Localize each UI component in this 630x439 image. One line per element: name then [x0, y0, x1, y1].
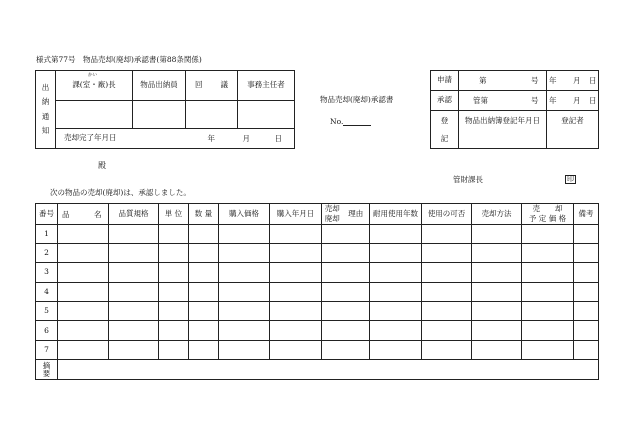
- cell-usable[interactable]: [422, 340, 472, 359]
- cell-life[interactable]: [370, 340, 422, 359]
- notify-table: [35, 70, 295, 149]
- cell-price[interactable]: [219, 340, 270, 359]
- circulation-header-b: 議: [212, 71, 238, 101]
- honorific: 殿: [98, 161, 106, 170]
- cell-life[interactable]: [370, 282, 422, 301]
- approval-label: 承認: [431, 91, 459, 111]
- cell-unit[interactable]: [159, 282, 189, 301]
- col-remarks: 備考: [574, 204, 599, 225]
- col-method: 売却方法: [472, 204, 522, 225]
- cell-name[interactable]: [58, 263, 109, 282]
- clerk-stamp[interactable]: [238, 101, 295, 129]
- cell-date[interactable]: [270, 321, 322, 340]
- completion-date-label: 売却完了年月日: [56, 129, 133, 149]
- col-spec: 品質規格: [109, 204, 159, 225]
- cell-name[interactable]: [58, 224, 109, 243]
- ledger-registration-date[interactable]: 物品出納簿登記年月日: [459, 111, 547, 149]
- cell-method[interactable]: [472, 243, 522, 262]
- cell-spec[interactable]: [109, 243, 159, 262]
- cell-qty[interactable]: [189, 321, 219, 340]
- col-qty: 数 量: [189, 204, 219, 225]
- cell-name[interactable]: [58, 302, 109, 321]
- cell-price[interactable]: [219, 263, 270, 282]
- cell-price[interactable]: [219, 282, 270, 301]
- table-row: [36, 302, 599, 321]
- cell-unit[interactable]: [159, 302, 189, 321]
- cell-unit[interactable]: [159, 321, 189, 340]
- registration-label: 登 記: [431, 111, 459, 149]
- cell-sale-price[interactable]: [522, 321, 574, 340]
- cell-date[interactable]: [270, 263, 322, 282]
- furigana: かい: [88, 73, 97, 78]
- cell-reason[interactable]: [343, 282, 370, 301]
- col-unit: 単 位: [159, 204, 189, 225]
- notify-side-label: 出 納 通 知: [36, 71, 56, 149]
- application-date[interactable]: 年 月 日: [547, 71, 599, 91]
- chief-title: 管財課長: [453, 175, 483, 184]
- row-number: 7: [36, 340, 58, 359]
- seal-mark: 印: [567, 175, 574, 183]
- cell-qty[interactable]: [189, 282, 219, 301]
- cell-reason[interactable]: [343, 243, 370, 262]
- approval-statement: 次の物品の売却(廃却)は、承認しました。: [50, 188, 191, 197]
- col-date: 購入年月日: [270, 204, 322, 225]
- cell-usable[interactable]: [422, 282, 472, 301]
- cell-price[interactable]: [219, 243, 270, 262]
- cell-usable[interactable]: [422, 302, 472, 321]
- cell-qty[interactable]: [189, 302, 219, 321]
- cell-remarks[interactable]: [574, 224, 599, 243]
- cell-date[interactable]: [270, 243, 322, 262]
- summary-label: 摘 要: [36, 360, 58, 380]
- cell-price[interactable]: [219, 224, 270, 243]
- registrar[interactable]: 登記者: [547, 111, 599, 149]
- items-table: [35, 203, 599, 380]
- goods-officer-stamp[interactable]: [133, 101, 186, 129]
- col-name: 品 名: [58, 204, 109, 225]
- cell-spec[interactable]: [109, 224, 159, 243]
- cell-reason[interactable]: [343, 224, 370, 243]
- cell-qty[interactable]: [189, 243, 219, 262]
- cell-spec[interactable]: [109, 302, 159, 321]
- application-number[interactable]: 第 号: [459, 71, 547, 91]
- goods-officer-header: 物品出納員: [133, 71, 186, 101]
- approval-number[interactable]: 管第 号: [459, 91, 547, 111]
- cell-life[interactable]: [370, 302, 422, 321]
- cell-sale-price[interactable]: [522, 282, 574, 301]
- col-sale-price: 売 却 予 定 価 格: [522, 204, 574, 225]
- cell-remarks[interactable]: [574, 302, 599, 321]
- cell-reason[interactable]: [343, 321, 370, 340]
- cell-date[interactable]: [270, 224, 322, 243]
- cell-reason-type[interactable]: [322, 302, 343, 321]
- table-row: [36, 282, 599, 301]
- table-row: [36, 340, 599, 359]
- cell-date[interactable]: [270, 282, 322, 301]
- cell-date[interactable]: [270, 302, 322, 321]
- form-title: 様式第77号 物品売却(廃却)承認書(第88条関係): [36, 55, 202, 64]
- cell-usable[interactable]: [422, 243, 472, 262]
- cell-spec[interactable]: [109, 340, 159, 359]
- col-no: 番号: [36, 204, 58, 225]
- cell-method[interactable]: [472, 224, 522, 243]
- cell-qty[interactable]: [189, 263, 219, 282]
- cell-name[interactable]: [58, 340, 109, 359]
- cell-sale-price[interactable]: [522, 243, 574, 262]
- circulation-stamp[interactable]: [186, 101, 238, 129]
- section-chief-stamp[interactable]: [56, 101, 133, 129]
- cell-price[interactable]: [219, 302, 270, 321]
- table-row: [36, 224, 599, 243]
- row-number: 4: [36, 282, 58, 301]
- clerk-header: 事務主任者: [238, 71, 295, 101]
- cell-life[interactable]: [370, 263, 422, 282]
- table-row: [36, 263, 599, 282]
- row-number: 2: [36, 243, 58, 262]
- row-number: 6: [36, 321, 58, 340]
- cell-reason-type[interactable]: [322, 321, 343, 340]
- cell-reason-type[interactable]: [322, 282, 343, 301]
- cell-life[interactable]: [370, 243, 422, 262]
- cell-method[interactable]: [472, 340, 522, 359]
- cell-sale-price[interactable]: [522, 224, 574, 243]
- row-number: 5: [36, 302, 58, 321]
- cell-reason-type[interactable]: [322, 243, 343, 262]
- cell-reason[interactable]: [343, 340, 370, 359]
- cell-usable[interactable]: [422, 224, 472, 243]
- cell-unit[interactable]: [159, 263, 189, 282]
- cell-qty[interactable]: [189, 340, 219, 359]
- cell-usable[interactable]: [422, 263, 472, 282]
- cell-name[interactable]: [58, 282, 109, 301]
- completion-date-field[interactable]: 年 月 日: [133, 129, 295, 149]
- cell-reason-type[interactable]: [322, 340, 343, 359]
- cell-name[interactable]: [58, 321, 109, 340]
- cell-reason[interactable]: [343, 302, 370, 321]
- cell-spec[interactable]: [109, 321, 159, 340]
- cell-remarks[interactable]: [574, 321, 599, 340]
- cell-usable[interactable]: [422, 321, 472, 340]
- cell-reason-type[interactable]: [322, 224, 343, 243]
- col-life: 耐用使用年数: [370, 204, 422, 225]
- cell-unit[interactable]: [159, 224, 189, 243]
- row-number: 1: [36, 224, 58, 243]
- cell-unit[interactable]: [159, 340, 189, 359]
- cell-method[interactable]: [472, 282, 522, 301]
- col-reason: 理由: [343, 204, 370, 225]
- circulation-header-a: 回: [186, 71, 212, 101]
- center-title: 物品売却(廃却)承認書: [320, 95, 394, 104]
- approval-date[interactable]: 年 月 日: [547, 91, 599, 111]
- approval-table: [430, 70, 599, 149]
- col-price: 購入価格: [219, 204, 270, 225]
- cell-remarks[interactable]: [574, 243, 599, 262]
- cell-method[interactable]: [472, 302, 522, 321]
- no-label: No.: [330, 118, 371, 126]
- cell-sale-price[interactable]: [522, 302, 574, 321]
- cell-life[interactable]: [370, 224, 422, 243]
- col-reason-type: 売却 廃却: [322, 204, 343, 225]
- cell-method[interactable]: [472, 321, 522, 340]
- cell-remarks[interactable]: [574, 282, 599, 301]
- cell-spec[interactable]: [109, 263, 159, 282]
- cell-reason-type[interactable]: [322, 263, 343, 282]
- cell-life[interactable]: [370, 321, 422, 340]
- table-row: [36, 243, 599, 262]
- table-row: [36, 321, 599, 340]
- cell-qty[interactable]: [189, 224, 219, 243]
- cell-method[interactable]: [472, 263, 522, 282]
- col-usable: 使用の可否: [422, 204, 472, 225]
- cell-reason[interactable]: [343, 263, 370, 282]
- cell-remarks[interactable]: [574, 263, 599, 282]
- cell-sale-price[interactable]: [522, 263, 574, 282]
- cell-date[interactable]: [270, 340, 322, 359]
- cell-name[interactable]: [58, 243, 109, 262]
- cell-sale-price[interactable]: [522, 340, 574, 359]
- cell-spec[interactable]: [109, 282, 159, 301]
- row-number: 3: [36, 263, 58, 282]
- cell-unit[interactable]: [159, 243, 189, 262]
- application-label: 申請: [431, 71, 459, 91]
- cell-price[interactable]: [219, 321, 270, 340]
- section-chief-header: かい 課(室・廠)長: [56, 71, 133, 101]
- summary-field[interactable]: [58, 360, 599, 380]
- cell-remarks[interactable]: [574, 340, 599, 359]
